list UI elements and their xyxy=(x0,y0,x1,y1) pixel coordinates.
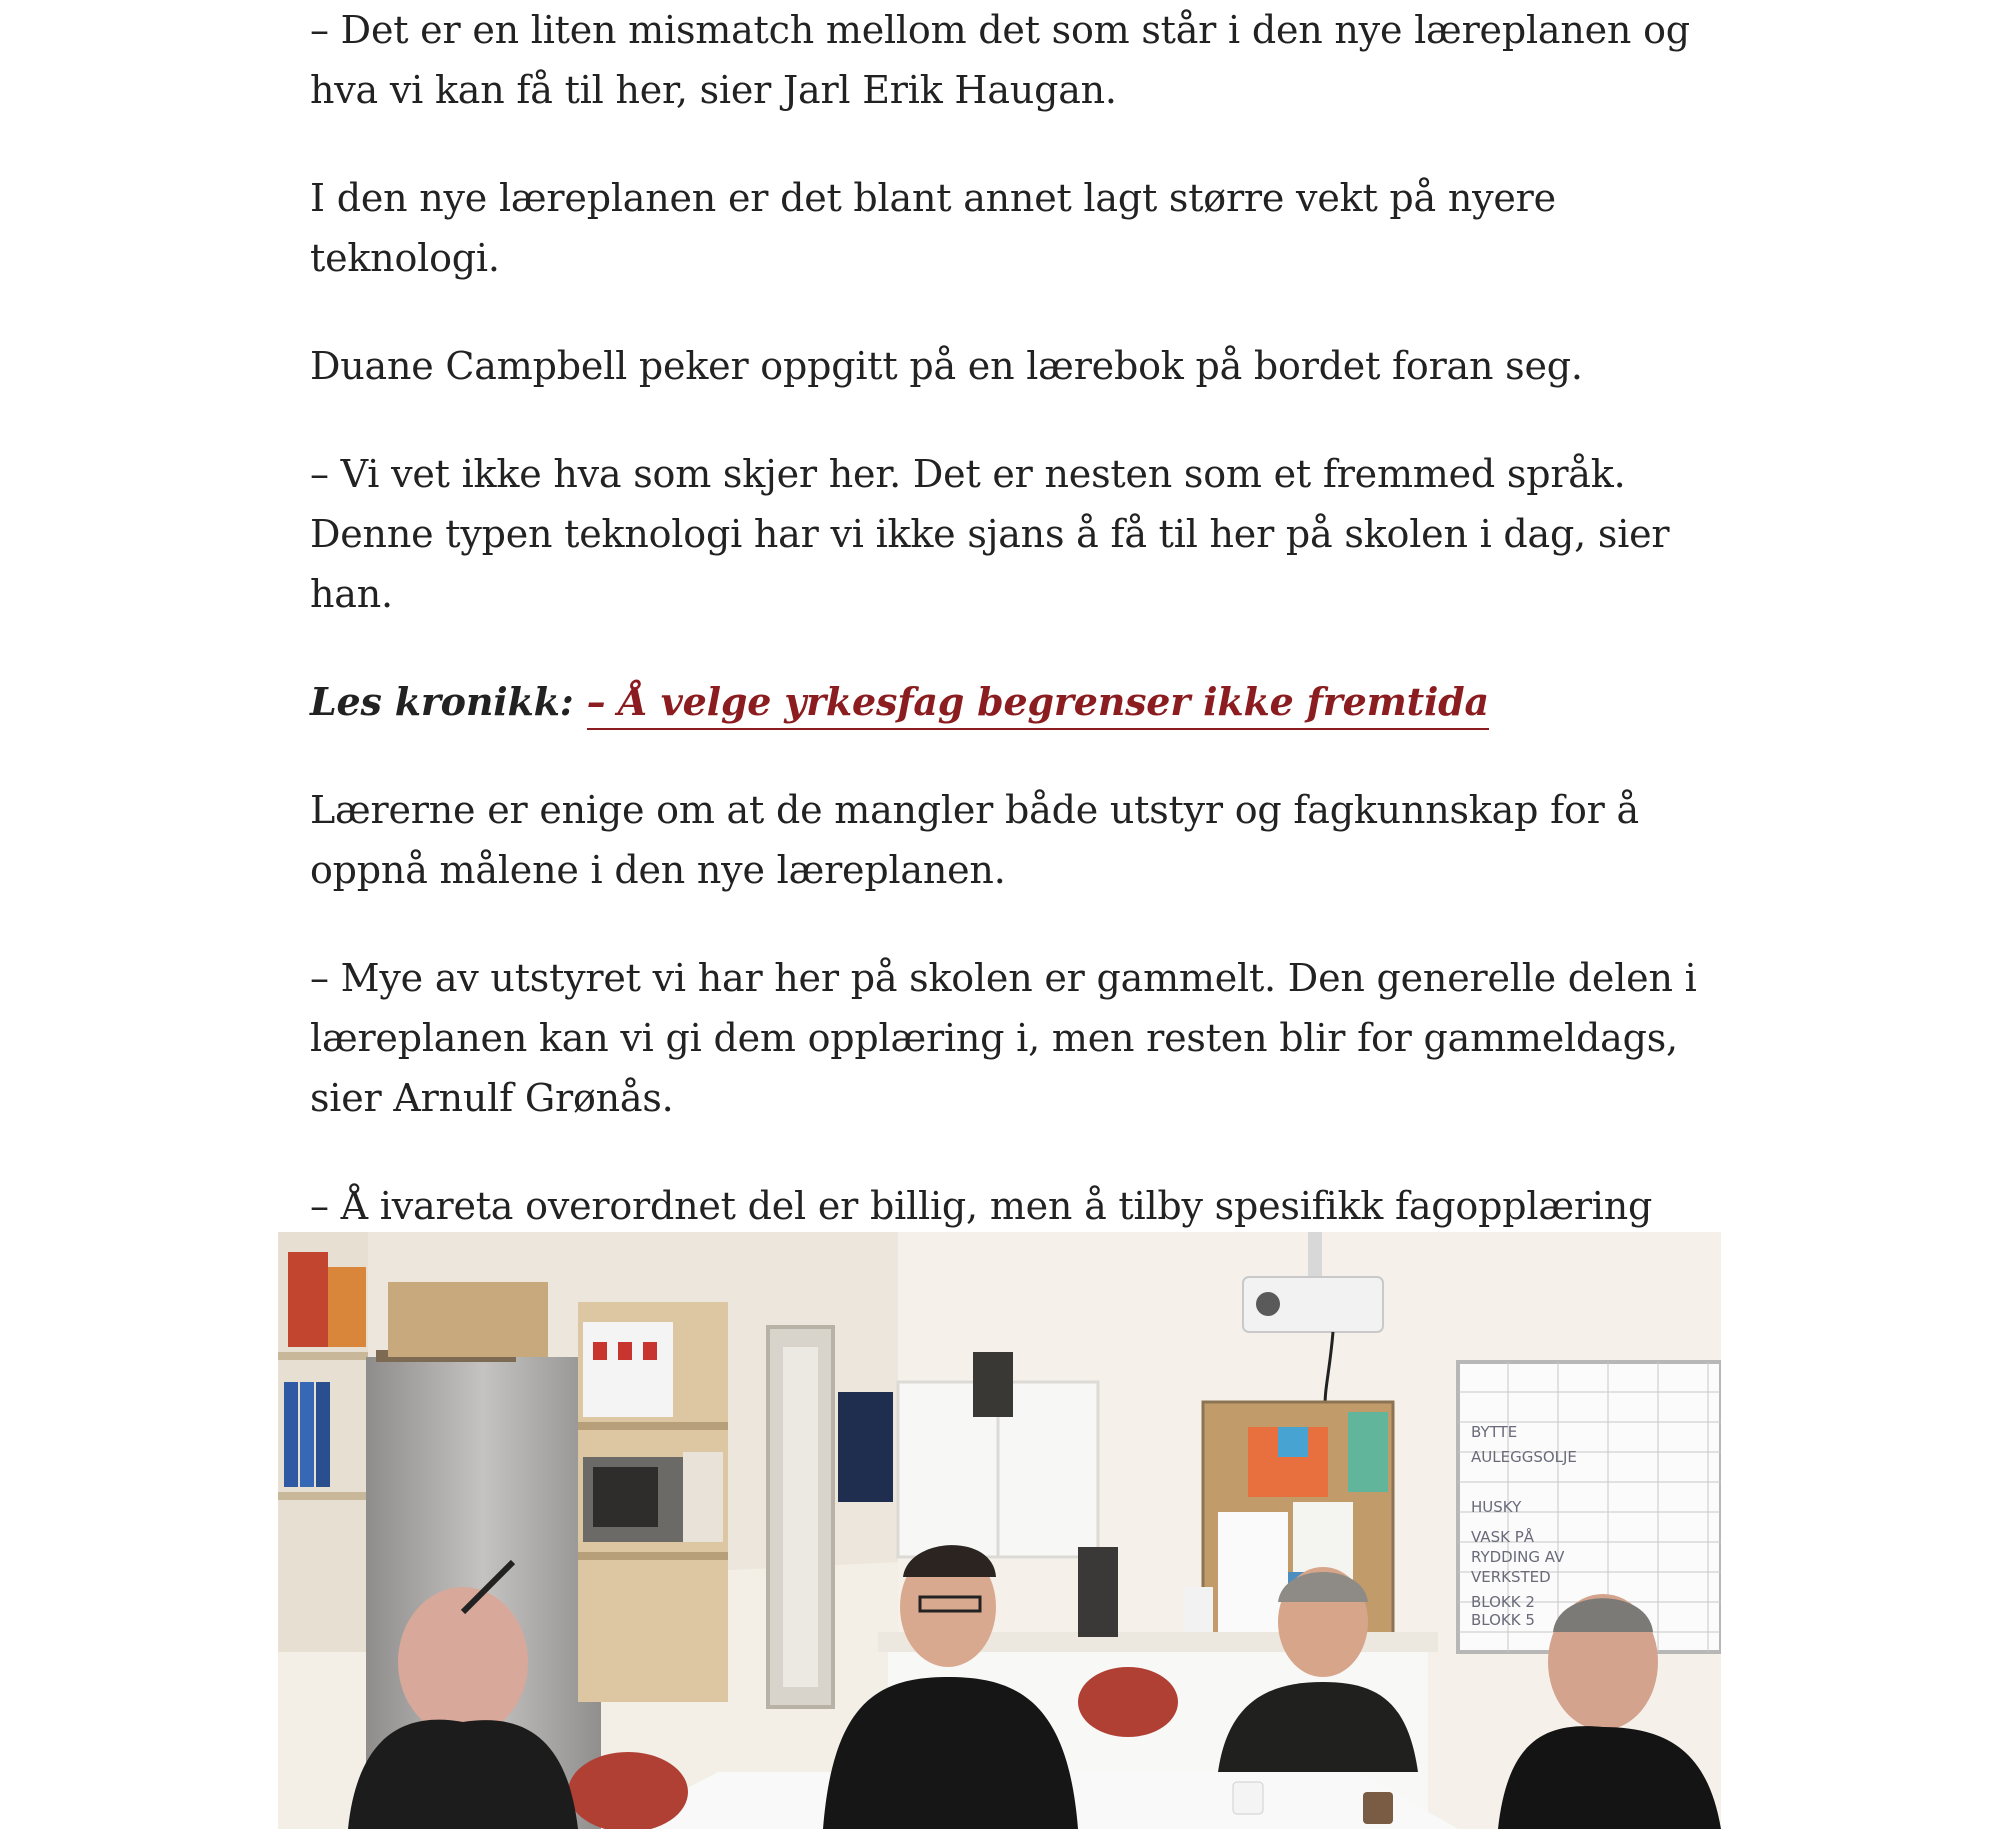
related-article-link[interactable]: – Å velge yrkesfag begrenser ikke fremtida xyxy=(587,679,1489,730)
whiteboard-text: HUSKY xyxy=(1471,1498,1522,1516)
paragraph: Duane Campbell peker oppgitt på en lærebok på bordet foran seg. xyxy=(310,344,1583,388)
paragraph: – Det er en liten mismatch mellom det som står i den nye læreplanen og hva vi kan få til her, sier Jarl Erik Haugan. xyxy=(310,8,1690,112)
paragraph: I den nye læreplanen er det blant annet lagt større vekt på nyere teknologi. xyxy=(310,176,1556,280)
paragraph: – Mye av utstyret vi har her på skolen er gammelt. Den generelle delen i læreplanen kan vi gi dem opplæring i, men resten blir for gammeldags, sier Arnulf Grønås. xyxy=(310,956,1697,1120)
paragraph: – Å ivareta overordnet del er billig, men å tilby spesifikk fagopplæring xyxy=(310,1184,1653,1228)
article-body xyxy=(310,0,1710,1296)
paragraph: Lærerne er enige om at de mangler både utstyr og fagkunnskap for å oppnå målene i den nye læreplanen. xyxy=(310,788,1639,892)
whiteboard-text: RYDDING AV xyxy=(1471,1548,1565,1566)
related-article xyxy=(310,672,1710,732)
paragraph: – Vi vet ikke hva som skjer her. Det er nesten som et fremmed språk. Denne typen teknologi har vi ikke sjans å få til her på skolen i dag, sier han. xyxy=(310,452,1670,616)
related-article-prefix: Les kronikk: xyxy=(310,679,587,724)
whiteboard-text: BYTTE xyxy=(1471,1423,1518,1441)
whiteboard-text: VASK PÅ xyxy=(1471,1528,1534,1546)
article-photo xyxy=(278,1232,1721,1829)
whiteboard-text: AULEGGSOLJE xyxy=(1471,1448,1577,1466)
whiteboard-text: BLOKK 5 xyxy=(1471,1611,1535,1629)
whiteboard-text: VERKSTED xyxy=(1471,1568,1551,1586)
whiteboard-text: BLOKK 2 xyxy=(1471,1593,1535,1611)
